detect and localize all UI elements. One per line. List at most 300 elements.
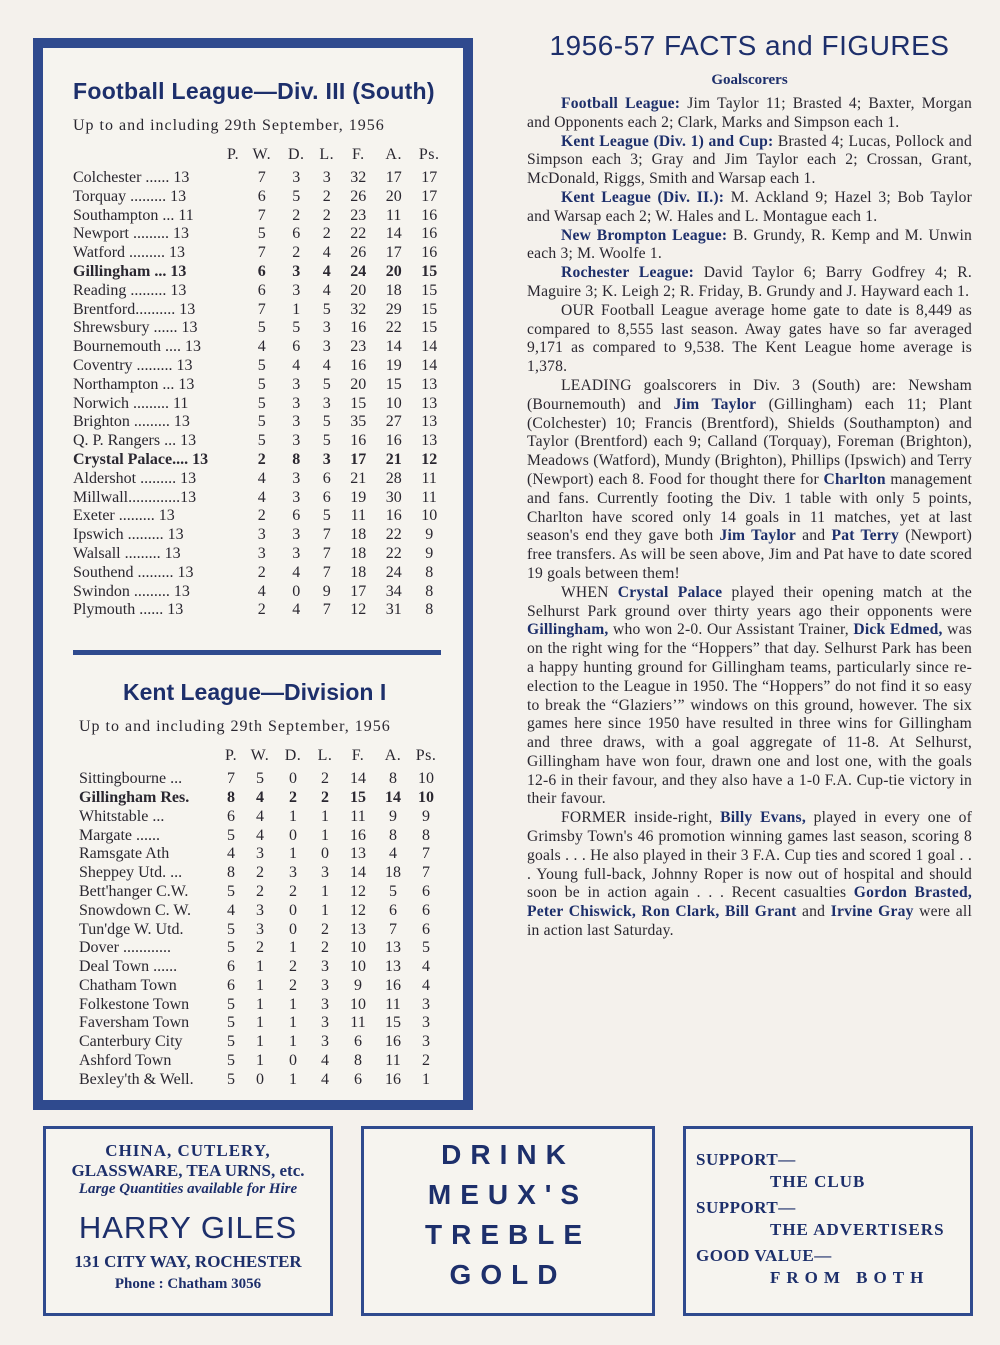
table-row (73, 169, 447, 188)
stat-cell: 11 (386, 206, 402, 224)
stat-cell: 6 (257, 281, 266, 299)
stat-cell: 1 (289, 1070, 297, 1088)
stat-cell: 3 (292, 169, 301, 186)
table-row (73, 376, 447, 395)
stat-cell: 1 (321, 901, 329, 919)
stat-cell: 8 (389, 826, 397, 844)
table-row (73, 225, 447, 244)
col-header-l: L. (317, 746, 333, 764)
stat-cell: 3 (422, 995, 430, 1013)
team-cell: Aldershot ......... 13 (73, 469, 197, 487)
team-cell: Folkestone Town (79, 995, 190, 1013)
stat-cell: 5 (227, 939, 235, 957)
stat-cell: 15 (421, 300, 438, 318)
stat-cell: 16 (385, 432, 402, 450)
facts-paragraph (527, 95, 972, 133)
stat-cell: 12 (350, 901, 366, 919)
stat-cell: 16 (350, 826, 366, 844)
stat-cell: 2 (256, 939, 264, 957)
team-cell: Southampton ... 11 (73, 206, 194, 224)
facts-paragraph (527, 264, 972, 302)
stat-cell: 2 (292, 206, 301, 224)
stat-cell: 29 (385, 300, 402, 318)
stat-cell: 1 (321, 882, 329, 900)
stat-cell: 4 (321, 1070, 329, 1088)
stat-cell: 6 (422, 882, 430, 900)
stat-cell: 2 (257, 507, 266, 525)
stat-cell: 16 (385, 507, 402, 525)
team-cell: Ashford Town (79, 1052, 172, 1070)
text-run: LEADING goalscorers in Div. 3 (South) are: Newsham (Bournemouth) and (527, 376, 972, 413)
stat-cell: 30 (385, 488, 402, 506)
text-run: OUR Football League average home gate to date is 8,449 as compared to 8,555 last season. Away gates have so far averaged 9,171 as compared to 9,538. The Kent League home average is 1,378. (527, 301, 972, 376)
team-cell: Faversham Town (79, 1014, 190, 1032)
stat-cell: 15 (421, 319, 438, 337)
stat-cell: 5 (257, 394, 266, 412)
stat-cell: 16 (421, 206, 438, 224)
div3-subtitle: Up to and including 29th September, 1956 (73, 117, 385, 134)
text-run: were all in action last Saturday. (527, 903, 972, 940)
stat-cell: 2 (257, 601, 266, 619)
stat-cell: 12 (350, 601, 367, 619)
stat-cell: 28 (385, 469, 402, 487)
stat-cell: 20 (385, 262, 402, 280)
stat-cell: 3 (256, 845, 264, 863)
team-cell: Southend ......... 13 (73, 563, 194, 581)
kent-header-row (79, 742, 441, 770)
harry-giles-advert (43, 1126, 333, 1316)
stat-cell: 8 (425, 601, 434, 619)
stat-cell: 1 (256, 995, 264, 1013)
stat-cell: 0 (256, 1070, 264, 1088)
stat-cell: 5 (422, 939, 430, 957)
team-cell: Whitstable ... (79, 807, 165, 825)
stat-cell: 0 (289, 1052, 297, 1070)
stat-cell: 5 (292, 187, 301, 205)
table-row (79, 845, 441, 864)
stat-cell: 16 (350, 432, 367, 450)
bold-run: Charlton (823, 470, 886, 488)
stat-cell: 3 (321, 1014, 329, 1032)
advert-line: THE ADVERTISERS (770, 1220, 945, 1239)
stat-cell: 2 (322, 225, 331, 243)
stat-cell: 4 (322, 262, 331, 280)
stat-cell: 3 (321, 995, 329, 1013)
table-row (73, 526, 447, 545)
stat-cell: 3 (289, 864, 297, 882)
stat-cell: 32 (350, 169, 367, 186)
stat-cell: 9 (354, 976, 362, 994)
stat-cell: 4 (292, 356, 301, 374)
table-row (79, 958, 441, 977)
stat-cell: 15 (421, 281, 438, 299)
table-row (73, 338, 447, 357)
stat-cell: 2 (422, 1052, 430, 1070)
stat-cell: 6 (292, 338, 301, 356)
col-header-p: P. (224, 746, 238, 764)
table-row (79, 827, 441, 846)
league-tables-frame (33, 38, 473, 1110)
stat-cell: 3 (292, 413, 301, 431)
stat-cell: 4 (422, 976, 430, 994)
bold-run: Gillingham, (527, 621, 609, 639)
stat-cell: 8 (425, 582, 434, 600)
stat-cell: 5 (227, 920, 235, 938)
stat-cell: 13 (421, 413, 438, 431)
table-row (79, 770, 441, 789)
stat-cell: 16 (385, 1033, 401, 1051)
facts-paragraph (527, 809, 972, 941)
stat-cell: 2 (256, 864, 264, 882)
table-row (73, 583, 447, 602)
stat-cell: 2 (322, 187, 331, 205)
stat-cell: 1 (256, 958, 264, 976)
stat-cell: 13 (421, 432, 438, 450)
bold-run: Rochester League: (561, 264, 694, 282)
stat-cell: 18 (385, 281, 402, 299)
stat-cell: 7 (257, 169, 266, 186)
stat-cell: 23 (350, 338, 367, 356)
stat-cell: 24 (385, 563, 402, 581)
stat-cell: 7 (322, 526, 331, 544)
stat-cell: 6 (227, 958, 235, 976)
text-run: M. Ackland 9; Hazel 3; Bob Taylor and Warsap each 2; W. Hales and L. Montague each 1. (527, 188, 973, 225)
stat-cell: 9 (425, 526, 434, 544)
stat-cell: 1 (289, 845, 297, 863)
col-header-w: W. (252, 145, 272, 163)
text-run: played their opening match at the Selhurst Park ground over thirty years ago their opponents were (527, 583, 972, 620)
stat-cell: 15 (350, 788, 366, 806)
team-header (73, 141, 222, 169)
stat-cell: 1 (321, 826, 329, 844)
stat-cell: 5 (227, 1070, 235, 1088)
text-run: WHEN (561, 583, 618, 601)
stat-cell: 3 (321, 958, 329, 976)
stat-cell: 24 (350, 262, 367, 280)
stat-cell: 11 (350, 507, 366, 525)
advert-line: FROM BOTH (770, 1268, 930, 1287)
stat-cell: 17 (421, 169, 438, 186)
stat-cell: 3 (292, 469, 301, 487)
stat-cell: 5 (257, 225, 266, 243)
stat-cell: 0 (321, 845, 329, 863)
advert-line: GLASSWARE, TEA URNS, etc. (71, 1161, 305, 1180)
stat-cell: 16 (421, 244, 438, 262)
stat-cell: 14 (385, 225, 402, 243)
team-cell: Swindon ......... 13 (73, 582, 190, 600)
stat-cell: 5 (227, 1033, 235, 1051)
team-cell: Coventry ......... 13 (73, 356, 193, 374)
stat-cell: 7 (257, 300, 266, 318)
stat-cell: 5 (257, 356, 266, 374)
team-cell: Plymouth ...... 13 (73, 601, 184, 619)
stat-cell: 4 (256, 788, 264, 806)
advertiser-phone: Phone : Chatham 3056 (114, 1276, 262, 1292)
stat-cell: 18 (350, 526, 367, 544)
team-cell: Dover ............ (79, 939, 171, 957)
stat-cell: 7 (257, 206, 266, 224)
facts-paragraph (527, 302, 972, 377)
meux-advert (361, 1126, 655, 1316)
stat-cell: 16 (385, 1070, 401, 1088)
advert-line: SUPPORT— (696, 1198, 796, 1217)
stat-cell: 1 (289, 1014, 297, 1032)
stat-cell: 27 (385, 413, 402, 431)
stat-cell: 11 (421, 488, 437, 506)
col-header-f: F. (351, 145, 365, 163)
stat-cell: 15 (421, 262, 438, 280)
stat-cell: 10 (385, 394, 402, 412)
stat-cell: 4 (257, 469, 266, 487)
stat-cell: 26 (350, 244, 367, 262)
stat-cell: 10 (350, 939, 366, 957)
advert-word: GOLD (449, 1259, 567, 1290)
stat-cell: 0 (289, 826, 297, 844)
team-cell: Exeter ......... 13 (73, 507, 175, 525)
stat-cell: 15 (385, 1014, 401, 1032)
stat-cell: 10 (418, 788, 434, 806)
stat-cell: 2 (289, 958, 297, 976)
stat-cell: 6 (422, 901, 430, 919)
table-row (73, 470, 447, 489)
stat-cell: 11 (350, 1014, 366, 1032)
stat-cell: 6 (227, 807, 235, 825)
stat-cell: 6 (257, 262, 266, 280)
stat-cell: 5 (322, 432, 331, 450)
table-row (79, 1071, 441, 1090)
team-cell: Gillingham ... 13 (73, 262, 187, 280)
col-header-d: D. (287, 145, 305, 163)
table-row (79, 977, 441, 996)
stat-cell: 8 (422, 826, 430, 844)
stat-cell: 13 (350, 845, 366, 863)
stat-cell: 5 (322, 300, 331, 318)
stat-cell: 13 (350, 920, 366, 938)
text-run: and (795, 527, 832, 545)
col-header-p: P. (226, 145, 240, 163)
bold-run: Jim Taylor (673, 395, 757, 413)
stat-cell: 5 (227, 995, 235, 1013)
bold-run: Kent League (Div. 1) and Cup: (561, 132, 774, 150)
league-tables-panel (43, 48, 463, 1100)
stat-cell: 1 (422, 1070, 430, 1088)
stat-cell: 2 (257, 450, 266, 468)
col-header-ps: Ps. (415, 746, 437, 764)
col-header-w: W. (250, 746, 270, 764)
stat-cell: 7 (322, 601, 331, 619)
stat-cell: 7 (257, 244, 266, 262)
facts-paragraph (527, 377, 972, 584)
stat-cell: 7 (322, 544, 331, 562)
stat-cell: 3 (292, 432, 301, 450)
col-header-d: D. (284, 746, 302, 764)
stat-cell: 14 (421, 356, 438, 374)
bold-run: Gordon Brasted, Peter Chiswick, Ron Clark, Bill Grant (527, 884, 972, 921)
stat-cell: 7 (322, 563, 331, 581)
stat-cell: 14 (385, 788, 401, 806)
stat-cell: 2 (321, 770, 329, 788)
stat-cell: 10 (421, 507, 438, 525)
team-cell: Canterbury City (79, 1033, 183, 1051)
col-header-ps: Ps. (418, 145, 440, 163)
stat-cell: 1 (292, 300, 301, 318)
stat-cell: 3 (292, 394, 301, 412)
stat-cell: 12 (350, 882, 366, 900)
text-run: and (796, 903, 831, 921)
bold-run: Jim Taylor (719, 527, 796, 545)
stat-cell: 4 (256, 807, 264, 825)
col-header-a: A. (385, 145, 402, 163)
stat-cell: 17 (385, 169, 402, 186)
facts-column (527, 30, 972, 941)
bold-run: Irvine Gray (830, 903, 914, 921)
stat-cell: 3 (322, 394, 331, 412)
team-cell: Shrewsbury ...... 13 (73, 319, 198, 337)
table-row (79, 864, 441, 883)
stat-cell: 1 (289, 939, 297, 957)
stat-cell: 3 (257, 544, 266, 562)
stat-cell: 3 (257, 526, 266, 544)
stat-cell: 7 (227, 770, 235, 788)
stat-cell: 3 (292, 262, 301, 280)
text-run: David Taylor 6; Barry Godfrey 4; R. Maguire 3; K. Leigh 2; R. Friday, B. Grundy and J. Hayward each 1. (527, 264, 972, 300)
advert-word: TREBLE (425, 1219, 591, 1250)
stat-cell: 6 (257, 187, 266, 205)
text-run: management and fans. Currently footing the Div. 1 table with only 5 points, Charlton have scored only 14 goals in 11 matches, yet at last season's end they gave both (527, 470, 972, 545)
stat-cell: 0 (292, 582, 301, 600)
table-row (73, 282, 447, 301)
stat-cell: 5 (322, 507, 331, 525)
stat-cell: 4 (389, 845, 397, 863)
stat-cell: 2 (289, 788, 297, 806)
col-header-a: A. (384, 746, 402, 764)
stat-cell: 5 (322, 375, 331, 393)
stat-cell: 3 (321, 976, 329, 994)
stat-cell: 8 (354, 1052, 362, 1070)
stat-cell: 9 (322, 582, 331, 600)
stat-cell: 2 (256, 882, 264, 900)
stat-cell: 16 (350, 319, 367, 337)
advertiser-address: 131 CITY WAY, ROCHESTER (74, 1252, 302, 1271)
stat-cell: 2 (321, 939, 329, 957)
team-cell: Brighton ......... 13 (73, 413, 190, 431)
stat-cell: 5 (257, 432, 266, 450)
stat-cell: 6 (389, 901, 397, 919)
stat-cell: 6 (322, 469, 331, 487)
stat-cell: 16 (421, 225, 438, 243)
stat-cell: 2 (257, 563, 266, 581)
stat-cell: 4 (227, 845, 235, 863)
section-divider (73, 650, 441, 655)
stat-cell: 14 (385, 338, 402, 356)
table-row (73, 545, 447, 564)
col-header-l: L. (319, 145, 335, 163)
stat-cell: 6 (227, 976, 235, 994)
stat-cell: 7 (422, 864, 430, 882)
stat-cell: 3 (321, 1033, 329, 1051)
stat-cell: 15 (350, 394, 367, 412)
stat-cell: 4 (227, 901, 235, 919)
text-run: was on the right wing for the “Hoppers” that day. Selhurst Park has been a happy hunting ground for Gillingham teams, particularly since re-election to the League in 1950. The “Hoppers” do not find it so easy to break the “Glaziers’” windows on this ground, however. The six games here since 1950 have resulted in three wins for Gillingham and three draws, with a goal aggregate of 11-8. At Selhurst, Gillingham have won four, drawn one and lost one, with the goals 12-6 in their favour, and they also have a 1-0 F.A. Cup-tie victory in their favour. (527, 621, 973, 808)
bold-run: Kent League (Div. II.): (561, 188, 725, 206)
team-cell: Margate ...... (79, 826, 161, 844)
table-row (73, 601, 447, 620)
team-cell: Sittingbourne ... (79, 770, 183, 788)
text-run: (Gillingham) each 11; Plant (Colchester) 10; Francis (Brentford), Shields (Southampton) and Taylor (Brentford) each 9; Calland (Torquay), Foreman (Brighton), Meadows (Watford), Mundy (Brighton), Phillips (Ipswich) and Terry (Newport) each 8. Food for thought there for (527, 395, 972, 488)
stat-cell: 18 (350, 544, 367, 562)
team-cell: Gillingham Res. (79, 788, 190, 806)
stat-cell: 5 (292, 319, 301, 337)
stat-cell: 13 (385, 958, 401, 976)
stat-cell: 1 (321, 807, 329, 825)
stat-cell: 2 (289, 882, 297, 900)
stat-cell: 1 (289, 1033, 297, 1051)
stat-cell: 3 (292, 544, 301, 562)
stat-cell: 10 (350, 995, 366, 1013)
stat-cell: 11 (350, 807, 366, 825)
stat-cell: 17 (350, 582, 367, 600)
stat-cell: 8 (227, 864, 235, 882)
text-run: who won 2-0. Our Assistant Trainer, (608, 621, 854, 639)
stat-cell: 2 (292, 244, 301, 262)
stat-cell: 17 (350, 450, 367, 468)
stat-cell: 5 (389, 882, 397, 900)
text-run: Brasted 4; Lucas, Pollock and Simpson each 3; Gray and Jim Taylor each 2; Crossan, Grant, McDonald, Riggs, Smith and Warsap each 1. (527, 132, 972, 188)
stat-cell: 1 (256, 976, 264, 994)
table-row (73, 357, 447, 376)
stat-cell: 17 (385, 244, 402, 262)
stat-cell: 7 (389, 920, 397, 938)
stat-cell: 4 (292, 563, 301, 581)
stat-cell: 10 (350, 958, 366, 976)
stat-cell: 14 (350, 770, 366, 788)
stat-cell: 26 (350, 187, 367, 205)
table-row (79, 808, 441, 827)
stat-cell: 35 (350, 413, 367, 431)
stat-cell: 6 (354, 1033, 362, 1051)
stat-cell: 17 (421, 187, 438, 205)
advert-line: CHINA, CUTLERY, (105, 1141, 271, 1160)
stat-cell: 22 (350, 225, 367, 243)
stat-cell: 13 (421, 394, 438, 412)
stat-cell: 22 (385, 544, 402, 562)
stat-cell: 1 (289, 995, 297, 1013)
stat-cell: 6 (422, 920, 430, 938)
table-row (79, 789, 441, 808)
table-row (73, 188, 447, 207)
stat-cell: 3 (292, 526, 301, 544)
table-row (79, 921, 441, 940)
stat-cell: 3 (422, 1014, 430, 1032)
bold-run: Football League: (561, 95, 681, 112)
table-row (73, 413, 447, 432)
stat-cell: 3 (321, 864, 329, 882)
text-run: FORMER inside-right, (561, 809, 721, 827)
stat-cell: 3 (292, 281, 301, 299)
stat-cell: 5 (322, 413, 331, 431)
team-cell: Deal Town ...... (79, 958, 178, 976)
stat-cell: 22 (385, 526, 402, 544)
advert-line: Large Quantities available for Hire (78, 1181, 298, 1197)
stat-cell: 6 (322, 488, 331, 506)
table-row (79, 1014, 441, 1033)
stat-cell: 8 (389, 770, 397, 788)
advert-line: THE CLUB (770, 1172, 866, 1191)
stat-cell: 4 (257, 338, 266, 356)
table-row (79, 1033, 441, 1052)
table-row (73, 244, 447, 263)
stat-cell: 5 (227, 882, 235, 900)
